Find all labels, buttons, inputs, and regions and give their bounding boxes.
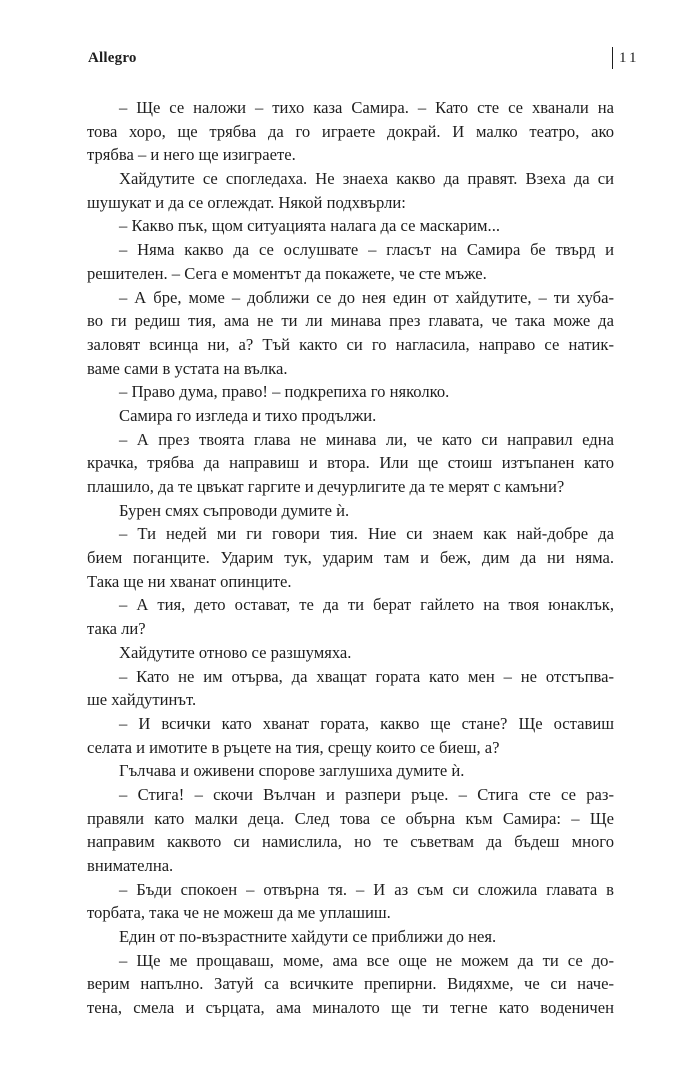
text-line: – Ти недей ми ги говори тия. Ние си знаем как най-добре да (119, 524, 614, 544)
text-line: правяли като малки деца. След това се обърна към Самира: – Ще (87, 808, 614, 828)
text-line: торбата, така че не можеш да ме уплашиш. (87, 903, 391, 923)
text-line: – Бъди спокоен – отвърна тя. – И аз съм си сложила главата в (119, 879, 614, 899)
text-line: – Право дума, право! – подкрепиха го няколко. (119, 382, 450, 402)
text-line: решителен. – Сега е моментът да покажете, че сте мъже. (87, 263, 487, 283)
text-line: – Какво пък, щом ситуацията налага да се маскарим... (119, 216, 501, 236)
text-line: ше хайдутинът. (87, 690, 197, 710)
text-line: шушукат и да се оглеждат. Някой подхвърли: (87, 192, 406, 212)
text-line: Самира го изгледа и тихо продължи. (119, 405, 377, 425)
text-line: Един от по-възрастните хайдути се приближи до нея. (119, 927, 497, 947)
text-line: верим напълно. Затуй са всичките препирни. Видяхме, че си наче- (87, 974, 614, 994)
text-line: ваме сами в устата на вълка. (87, 358, 288, 378)
text-line: заловят всинца ни, а? Тъй както си го нагласила, направо се натик- (87, 334, 614, 354)
text-line: – А през твоята глава не минава ли, че като си направил една (119, 429, 614, 449)
text-line: така ли? (87, 619, 146, 639)
text-line: крачка, трябва да направиш и втора. Или ще стоиш изтъпанен като (87, 453, 614, 473)
text-line: Хайдутите се спогледаха. Не знаеха какво да правят. Взеха да си (119, 169, 614, 189)
text-line: – Ще се наложи – тихо каза Самира. – Като сте се хванали на (119, 98, 614, 117)
text-line: това хоро, ще трябва да го играете докрай. И малко театро, ако (87, 121, 614, 141)
text-line: Гълчава и оживени спорове заглушиха думите ѝ. (119, 761, 465, 781)
text-line: – Няма какво да се ослушвате – гласът на Самира бе твърд и (119, 240, 614, 260)
body-text (87, 96, 614, 1020)
folio-divider (612, 47, 613, 69)
text-line: бием поганците. Ударим тук, ударим там и беж, дим да ни няма. (87, 548, 614, 568)
text-line: – И всички като хванат гората, какво ще стане? Ще оставиш (119, 713, 614, 733)
page-number-block (612, 46, 639, 70)
text-line: Бурен смях съпроводи думите ѝ. (119, 500, 350, 520)
running-title: Allegro (88, 50, 137, 66)
text-line: Хайдутите отново се разшумяха. (119, 642, 352, 662)
text-line: во ги редиш тия, ама не ти ли минава през главата, че така може да (87, 311, 614, 331)
text-line: – Като не им отърва, да хващат гората като мен – не отстъпва- (119, 666, 614, 686)
text-line: – А бре, моме – доближи се до нея един от хайдутите, – ти хуба- (119, 287, 614, 307)
text-line: плашило, да те цвъкат гаргите и дечурлигите да те мерят с камъни? (87, 477, 565, 496)
text-line: трябва – и него ще изиграете. (87, 145, 296, 165)
text-line: селата и имотите в ръцете на тия, срещу които се биеш, а? (87, 737, 500, 757)
text-line: тена, смела и сърцата, ама миналото ще ти тегне като воденичен (87, 998, 614, 1018)
text-line: – Ще ме прощаваш, моме, ама все още не можем да ти се до- (119, 950, 614, 970)
text-line: внимателна. (87, 856, 174, 875)
text-line: – Стига! – скочи Вълчан и разпери ръце. – Стига сте се раз- (119, 784, 614, 804)
text-line: – А тия, дето остават, те да ти берат гайлето на твоя юнаклък, (119, 595, 614, 615)
text-line: Така ще ни хванат опинците. (87, 571, 292, 591)
text-line: направим каквото си намислила, но те съветвам да бъдеш много (87, 832, 614, 852)
page-number: 11 (619, 49, 640, 66)
